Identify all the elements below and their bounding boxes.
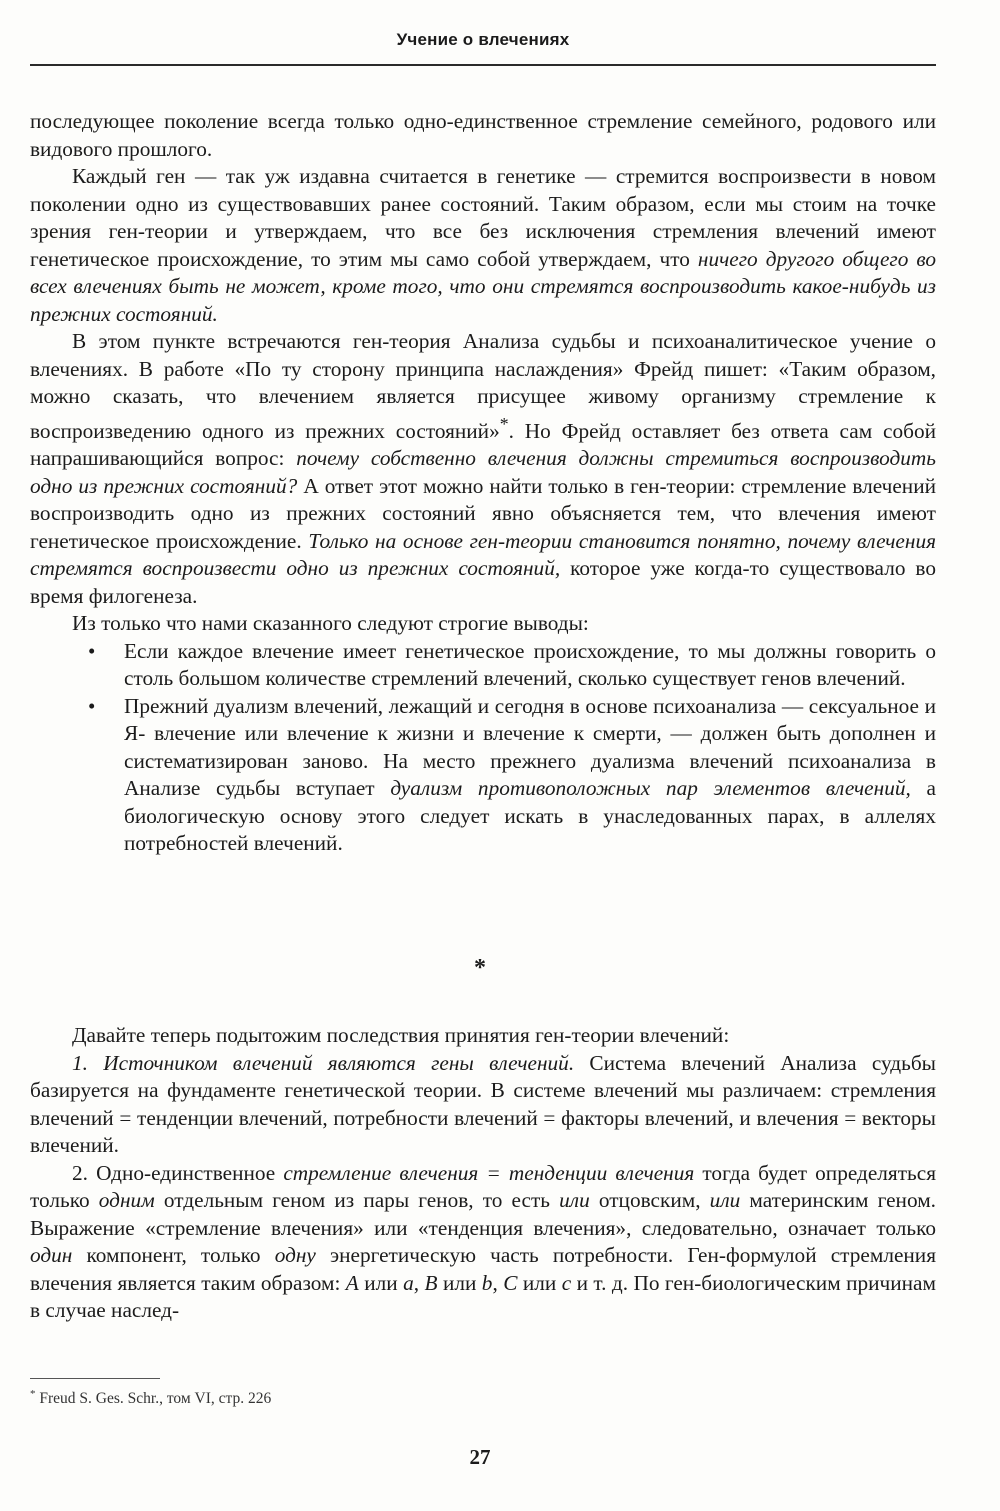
emphasis: почему собственно влечения должны стремиться воспроизводить одно из прежних состояний?: [30, 446, 936, 498]
emphasis: 1. Источником влечений являются гены влечений.: [72, 1050, 575, 1075]
conclusions-list: [30, 638, 936, 858]
main-text: [30, 108, 936, 858]
emphasis: ничего другого общего во всех влечениях быть не может, кроме того, что они стремятся воспроизводить какое-нибудь из прежних состояний.: [30, 246, 936, 326]
section-separator: *: [474, 955, 486, 981]
page-number: 27: [469, 1445, 491, 1469]
header-rule: [30, 64, 936, 66]
paragraph-1: последующее поколение всегда только одно-единственное стремление семейного, родового или видового прошлого.: [30, 109, 936, 161]
bullet-icon: •: [88, 693, 96, 718]
paragraph-5: Давайте теперь подытожим последствия принятия ген-теории влечений:: [72, 1023, 730, 1047]
footnote-text: Freud S. Ges. Schr., том VI, стр. 226: [39, 1390, 272, 1408]
footnote-rule: [30, 1378, 160, 1379]
footnote: [30, 1388, 271, 1408]
running-header: Учение о влечениях: [396, 30, 570, 49]
emphasis: Только на основе ген-теории становится понятно, почему влечения стремятся воспроизвести одно из прежних состояний,: [30, 528, 936, 581]
numbered-item-2: 2. Одно-единственное стремление влечения = тенденции влечения тогда будет определяться только одним отдельным геном из пары генов, то есть или отцовским, или материнским геном. Выражение «стремление влечения» или «тенденция влечения», следовательно, означает только один компонент, только одну энергетическую часть потребности. Ген-формулой стремления влечения является таким образом: A или a, B или b, C или c и т. д. По ген-биологическим причинам в случае наслед-: [30, 1160, 936, 1322]
footnote-ref[interactable]: *: [499, 413, 509, 434]
footnote-mark: *: [30, 1388, 36, 1400]
emphasis: дуализм противоположных пар элементов влечений,: [390, 776, 911, 801]
list-item: • Прежний дуализм влечений, лежащий и сегодня в основе психоанализа — сексуальное и Я- влечение или влечение к жизни и влечение к смерти, — должен быть дополнен и систематизирован заново. На место прежнего дуализма влечений психоанализа в Анализе судьбы вступает дуализм противоположных пар элементов влечений, а биологическую основу этого следует искать в унаследованных парах, в аллелях потребностей влечений.: [88, 693, 937, 856]
paragraph-2: Каждый ген — так уж издавна считается в генетике — стремится воспроизвести в новом поколении одно из существовавших ранее состояний. Таким образом, если мы стоим на точке зрения ген-теории и утверждаем, что все без исключения стремления влечений имеют генетическое происхождение, то этим мы само собой утверждаем, что ничего другого общего во всех влечениях быть не может, кроме того, что они стремятся воспроизводить какое-нибудь из прежних состояний.: [30, 164, 936, 326]
bullet-icon: •: [88, 638, 96, 663]
paragraph-4: Из только что нами сказанного следуют строгие выводы:: [72, 611, 589, 636]
list-item: • Если каждое влечение имеет генетическое происхождение, то мы должны говорить о столь большом количестве стремлений влечений, сколько существует генов влечений.: [88, 638, 936, 691]
numbered-item-1: 1. Источником влечений являются гены влечений. Система влечений Анализа судьбы базируется на фундаменте генетической теории. В системе влечений мы различаем: стремления влечений = тенденции влечений, потребности влечений = факторы влечений, и влечения = векторы влечений.: [30, 1050, 936, 1157]
summary-text: [30, 1022, 936, 1325]
paragraph-3: В этом пункте встречаются ген-теория Анализа судьбы и психоаналитическое учение о влечениях. В работе «По ту сторону принципа наслаждения» Фрейд пишет: «Таким образом, можно сказать, что влечением является присущее живому организму стремление к воспроизведению одного из прежних состояний»*. Но Фрейд оставляет без ответа сам собой напрашивающийся вопрос: почему собственно влечения должны стремиться воспроизводить одно из прежних состояний? А ответ этот можно найти только в ген-теории: стремление влечений воспроизводить одно из прежних состояний явно объясняется тем, что влечения имеют генетическое происхождение. Только на основе ген-теории становится понятно, почему влечения стремятся воспроизвести одно из прежних состояний, которое уже когда-то существовало во время филогенеза.: [30, 329, 936, 608]
